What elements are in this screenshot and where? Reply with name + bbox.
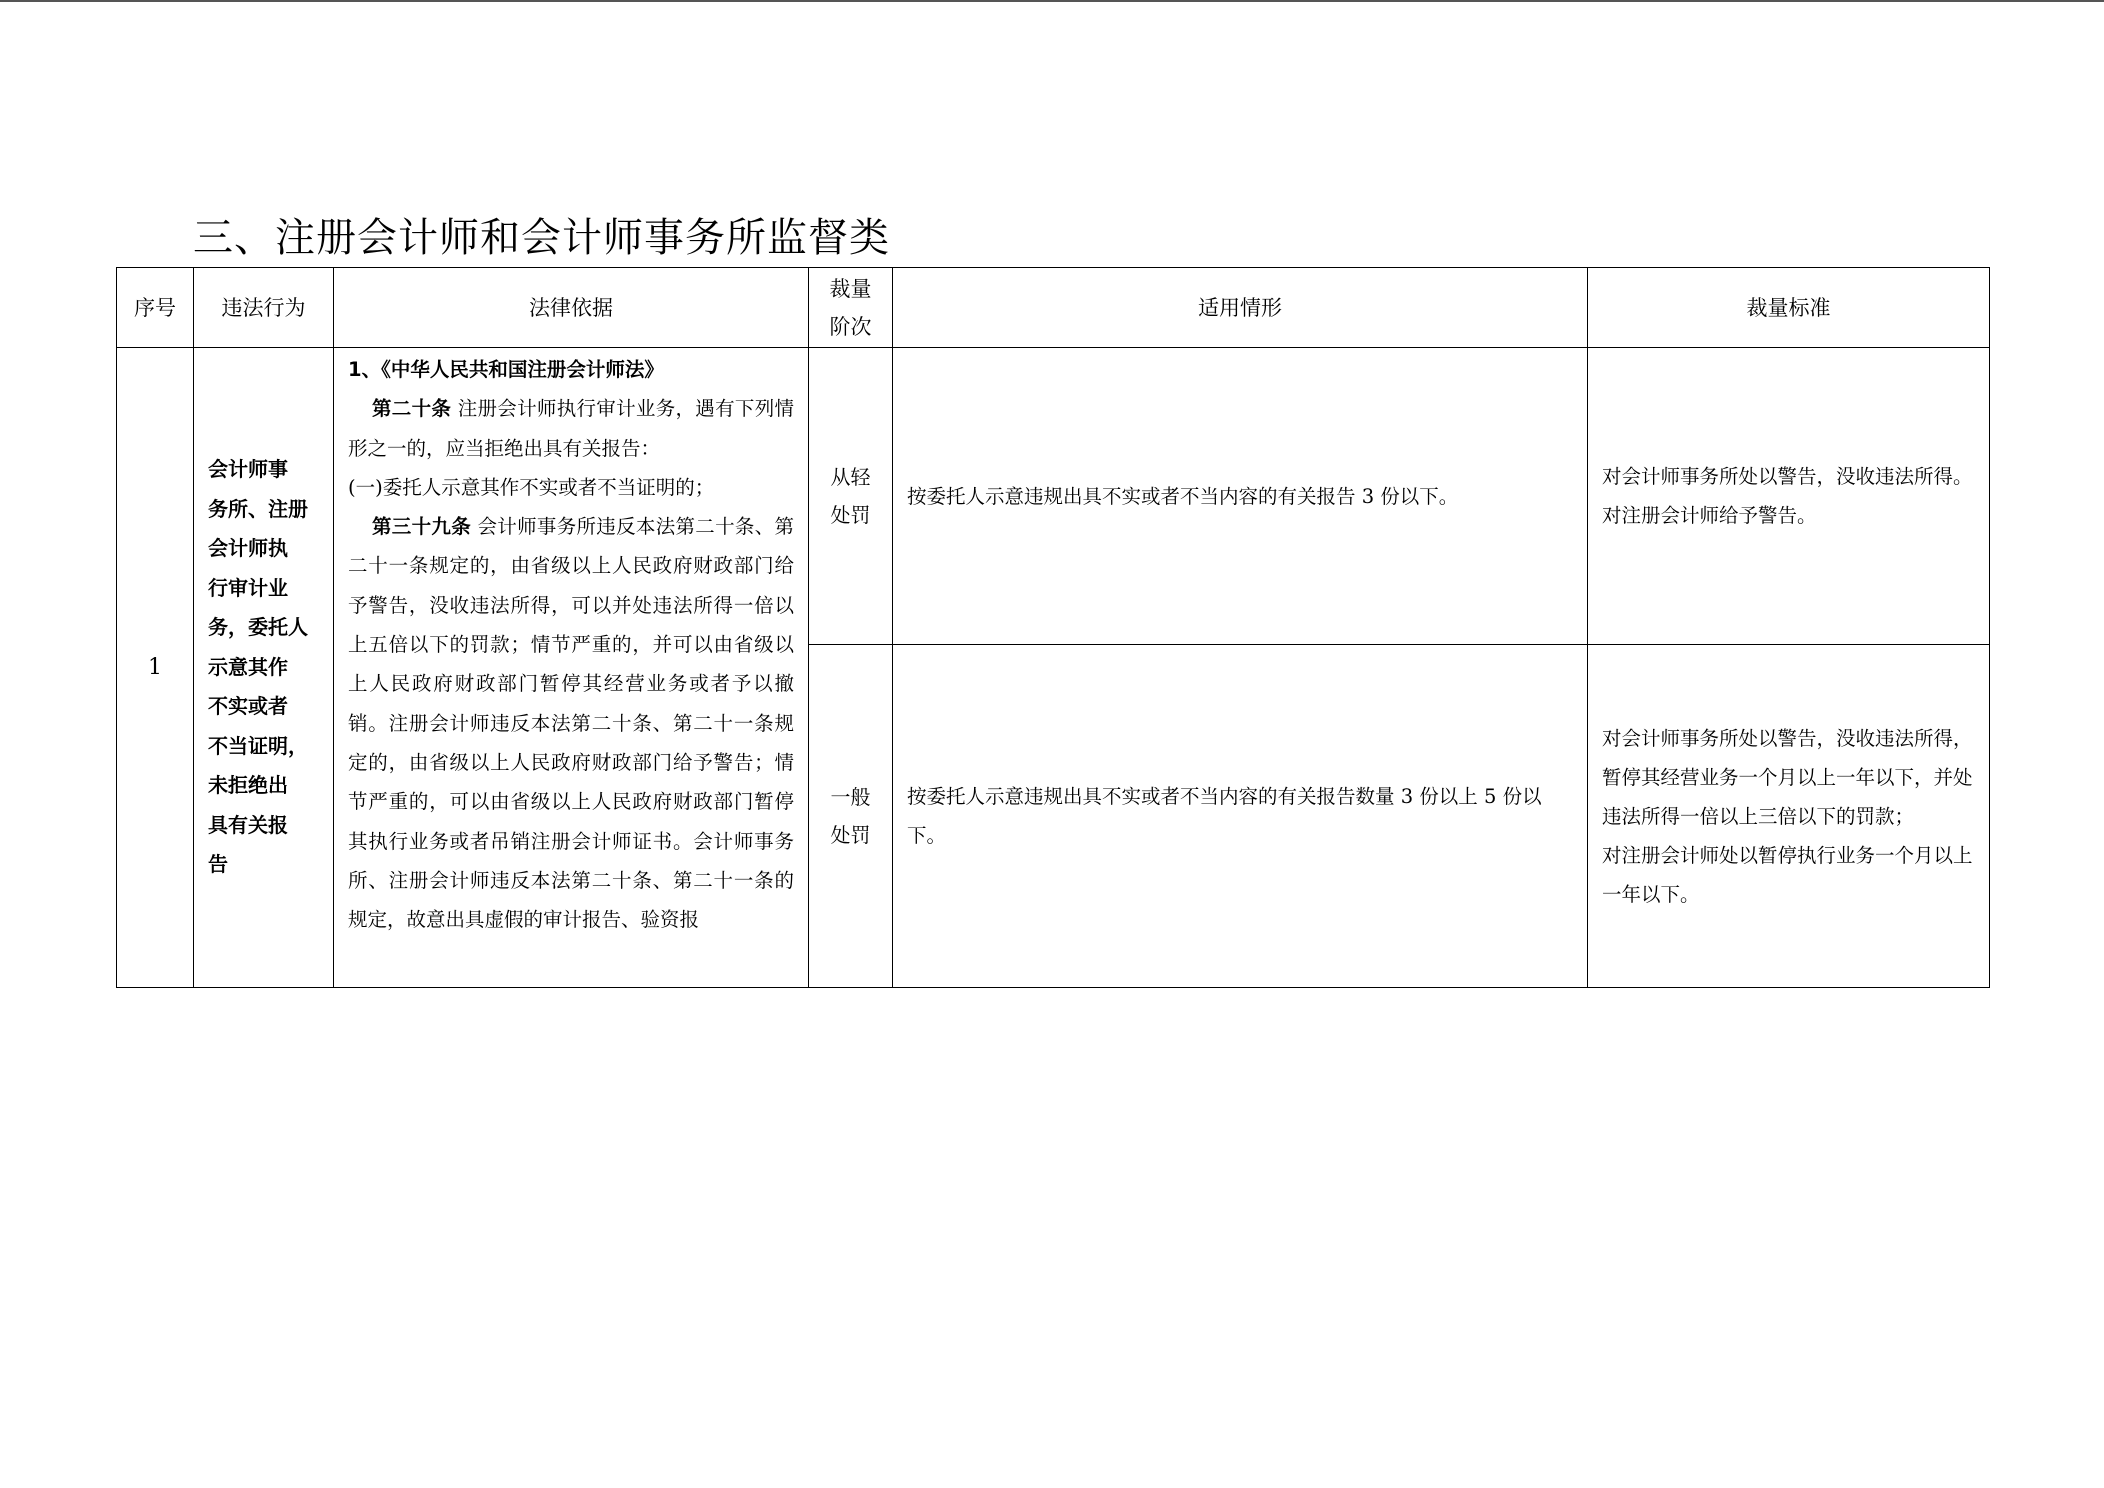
row-seq: 1: [117, 348, 194, 988]
standard-firm: 对会计师事务所处以警告，没收违法所得。: [1602, 465, 1973, 488]
page-top-border: [0, 0, 2104, 2]
header-legal-basis: 法律依据: [334, 268, 809, 348]
standard-cpa: 对注册会计师给予警告。: [1602, 504, 1817, 527]
row-legal-basis: [334, 348, 809, 988]
tier-situation-light: 按委托人示意违规出具不实或者不当内容的有关报告 3 份以下。: [893, 348, 1588, 645]
article-20-item: (一)委托人示意其作不实或者不当证明的；: [348, 475, 715, 499]
table-header-row: [117, 268, 1990, 348]
header-standard: 裁量标准: [1588, 268, 1990, 348]
article-39-heading: 第三十九条: [372, 515, 471, 539]
table-row-tier-light: [117, 348, 1990, 645]
header-seq: 序号: [117, 268, 194, 348]
article-20: [348, 389, 794, 468]
tier-standard-general: [1588, 645, 1990, 988]
article-39: [348, 507, 794, 939]
penalty-discretion-table: [116, 267, 1990, 988]
article-20-body: 注册会计师执行审计业务，遇有下列情形之一的，应当拒绝出具有关报告：: [348, 397, 794, 460]
standard-cpa: 对注册会计师处以暂停执行业务一个月以上一年以下。: [1602, 843, 1973, 906]
law-title: 1、《中华人民共和国注册会计师法》: [348, 358, 664, 381]
header-level: 裁量 阶次: [809, 268, 893, 348]
section-title: 三、注册会计师和会计师事务所监督类: [193, 215, 890, 261]
standard-firm: 对会计师事务所处以警告，没收违法所得，暂停其经营业务一个月以上一年以下，并处违法所得一倍以上三倍以下的罚款；: [1602, 726, 1973, 828]
header-violation: 违法行为: [194, 268, 334, 348]
tier-level-general: 一般 处罚: [809, 645, 893, 988]
row-violation: 会计师事 务所、注册 会计师执 行审计业 务，委托人 示意其作 不实或者 不当证明， 未拒绝出 具有关报 告: [194, 348, 334, 988]
article-39-body: 会计师事务所违反本法第二十条、第二十一条规定的，由省级以上人民政府财政部门给予警告，没收违法所得，可以并处违法所得一倍以上五倍以下的罚款；情节严重的，并可以由省级以上人民政府财政部门暂停其经营业务或者予以撤销。注册会计师违反本法第二十条、第二十一条规定的，由省级以上人民政府财政部门给予警告；情节严重的，可以由省级以上人民政府财政部门暂停其执行业务或者吊销注册会计师证书。会计师事务所、注册会计师违反本法第二十条、第二十一条的规定，故意出具虚假的审计报告、验资报: [348, 515, 794, 932]
legal-basis-text: [334, 348, 808, 987]
article-20-heading: 第二十条: [372, 397, 452, 421]
tier-level-light: 从轻 处罚: [809, 348, 893, 645]
header-situation: 适用情形: [893, 268, 1588, 348]
tier-standard-light: [1588, 348, 1990, 645]
tier-situation-general: 按委托人示意违规出具不实或者不当内容的有关报告数量 3 份以上 5 份以下。: [893, 645, 1588, 988]
